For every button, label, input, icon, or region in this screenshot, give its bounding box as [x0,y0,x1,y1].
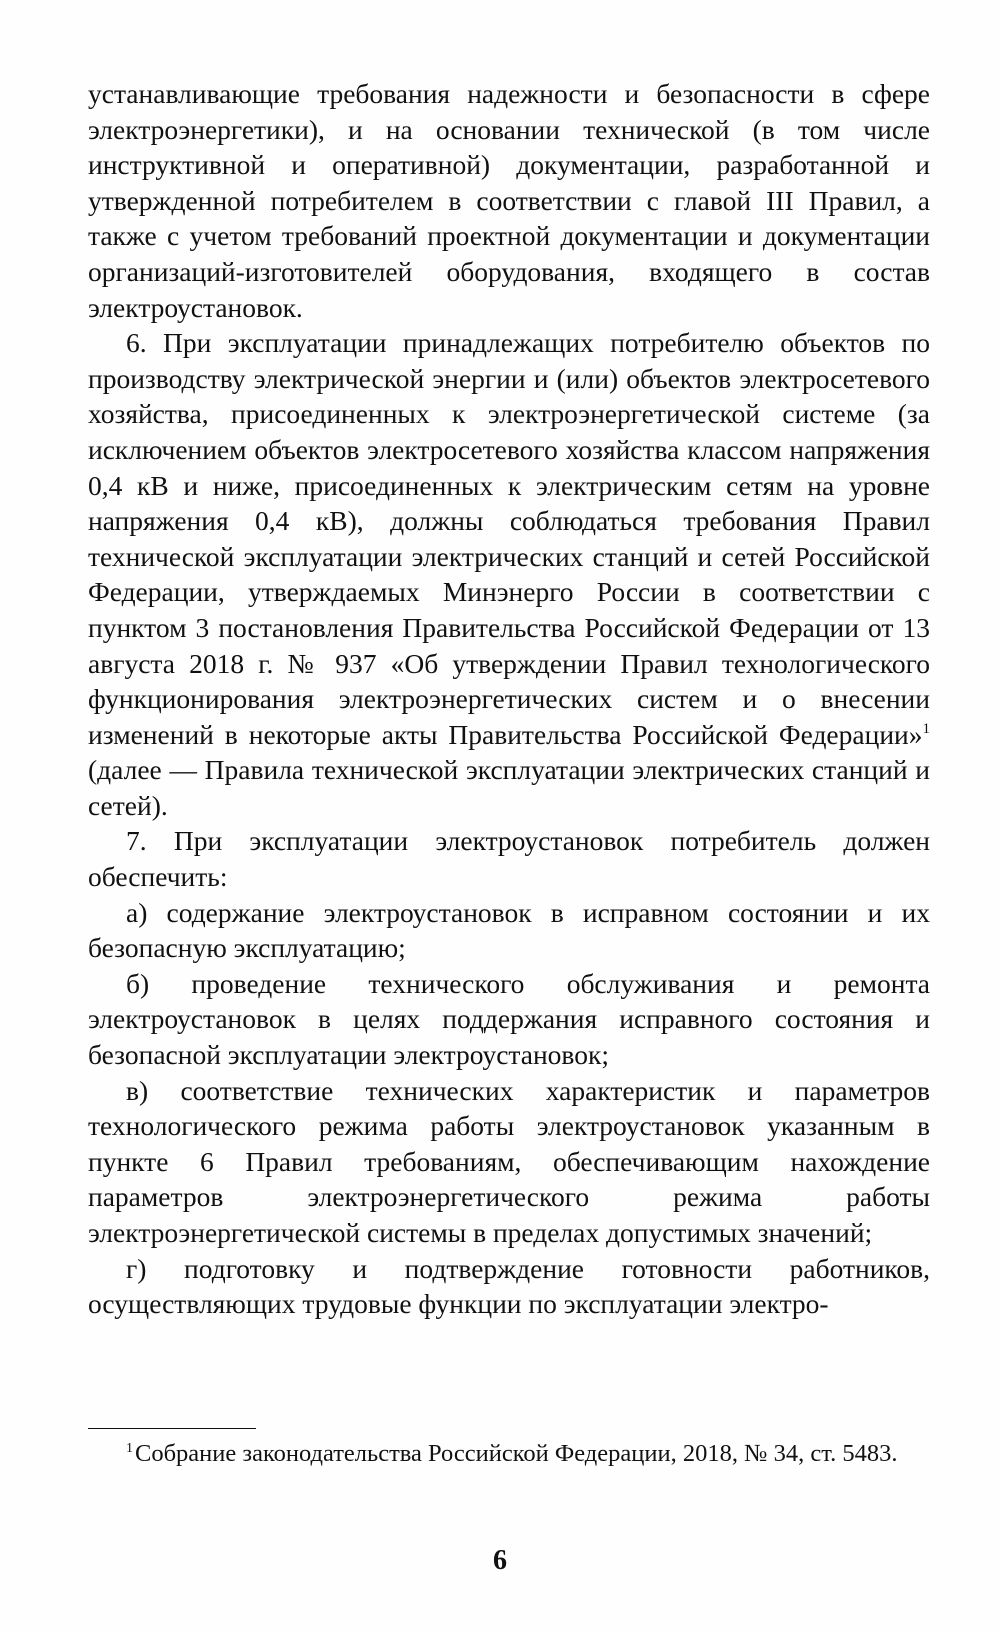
footnote-text: Собрание законодательства Российской Федерации, 2018, № 34, ст. 5483. [135,1440,898,1467]
paragraph-6-text: 6. При эксплуатации принадлежащих потребителю объектов по производству электрической энергии и (или) объектов электросетевого хозяйства, присоединенных к электроэнергетической системе (за исключением объектов электросетевого хозяйства классом напряжения 0,4 кВ и ниже, присоединенных к электрическим сетям на уровне напряжения 0,4 кВ), должны соблюдаться требования Правил технической эксплуатации электрических станций и сетей Российской Федерации, утверждаемых Минэнерго России в соответствии с пунктом 3 постановления Правительства Российской Федерации от 13 августа 2018 г. № 937 «Об утверждении Правил технологического функционирования электроэнергетических систем и о внесении изменений в некоторые акты Правительства Российской Федерации» [88,327,930,750]
page-number: 6 [493,1545,507,1576]
footnote [88,1437,930,1470]
footnote-divider [88,1428,256,1429]
list-item-a: а) содержание электроустановок в исправном состоянии и их безопасную эксплуатацию; [88,896,930,964]
list-item-g: г) подготовку и подтверждение готовности работников, осуществляющих трудовые функции по эксплуатации электро- [88,1252,930,1320]
paragraph-7: 7. При эксплуатации электроустановок потребитель должен обеспечить: [88,825,930,893]
paragraph-continuation: устанавливающие требования надежности и безопасности в сфере электроэнергетики), и на основании технической (в том числе инструктивной и оперативной) документации, разработанной и утвержденной потребителем в соответствии с главой III Правил, а также с учетом требований проектной документации и документации организаций-изготовителей оборудования, входящего в состав электроустановок. [88,78,930,323]
footnote-reference: 1 [922,720,930,737]
footnote-marker: 1 [126,1441,133,1456]
paragraph-6-tail: (далее — Правила технической эксплуатации электрических станций и сетей). [88,754,930,821]
list-item-b: б) проведение технического обслуживания и ремонта электроустановок в целях поддержания исправного состояния и безопасной эксплуатации электроустановок; [88,967,930,1071]
body-text [88,76,930,1322]
paragraph-6 [88,325,930,823]
list-item-v: в) соответствие технических характеристик и параметров технологического режима работы электроустановок указанным в пункте 6 Правил требованиям, обеспечивающим нахождение параметров электроэнергетического режима работы электроэнергетической системы в пределах допустимых значений; [88,1074,930,1248]
